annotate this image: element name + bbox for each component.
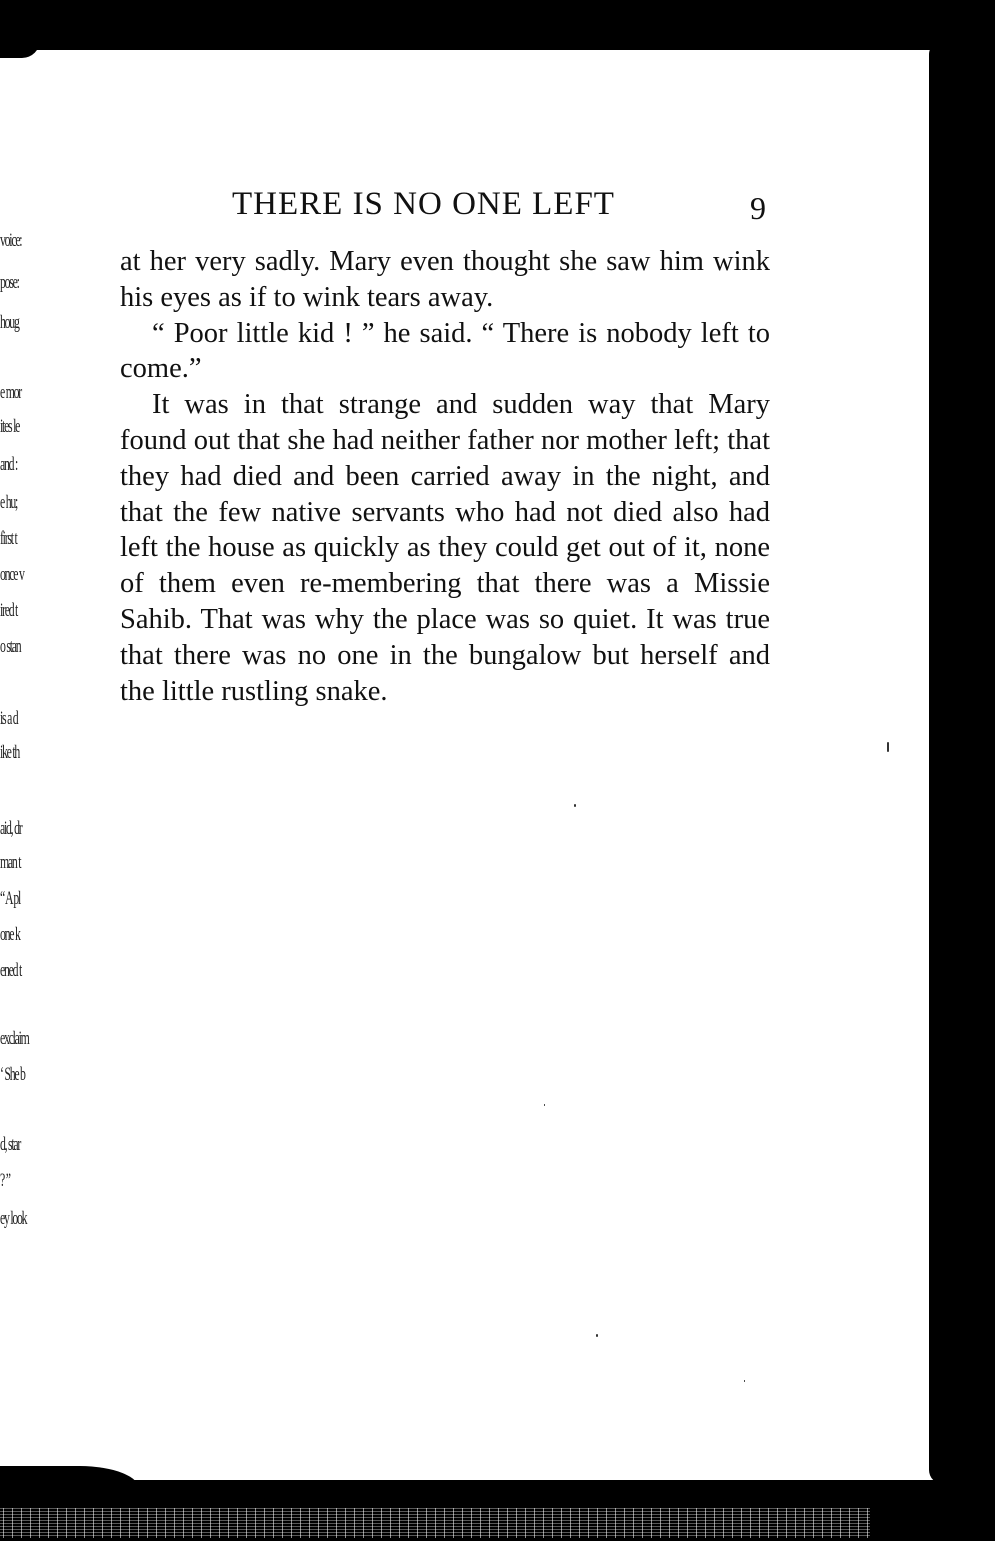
bleed-line: one k: [0, 924, 20, 945]
bleed-line: ? ”: [0, 1170, 10, 1191]
scan-speck: [744, 1380, 745, 1382]
bleed-line: ites le: [0, 416, 20, 437]
scan-speck: [596, 1334, 598, 1337]
bleed-line: pose:: [0, 272, 19, 293]
facing-page-bleed-through: [0, 226, 58, 1246]
scan-border-right: [939, 0, 995, 1541]
bleed-line: is a d: [0, 708, 18, 729]
bleed-line: aid, dr: [0, 818, 22, 839]
bleed-line: houg: [0, 312, 19, 333]
bleed-line: “ A pl: [0, 888, 21, 909]
bleed-line: e hu;: [0, 492, 18, 513]
bleed-line: ike th: [0, 742, 20, 763]
bleed-line: ened t: [0, 960, 22, 981]
running-head: THERE IS NO ONE LEFT: [232, 186, 615, 222]
bleed-line: once v: [0, 564, 24, 585]
bleed-line: ired t: [0, 600, 18, 621]
bleed-line: voice:: [0, 230, 22, 251]
bleed-line: and :: [0, 454, 18, 475]
paragraph: It was in that strange and sudden way that Mary found out that she had neither father nor mother left; that they had died and been carried away in the night, and that the few native servants who had not died also had left the house as quickly as they could get out of it, none of them even re-membering that there was a Missie Sahib. That was why the place was so quiet. It was true that there was no one in the bungalow but herself and the little rustling snake.: [120, 389, 770, 707]
bleed-line: exclaim: [0, 1028, 29, 1049]
bleed-line: ey look: [0, 1208, 27, 1229]
paragraph: “ Poor little kid ! ” he said. “ There is nobody left to come.”: [120, 317, 770, 385]
page-number: 9: [750, 190, 766, 226]
body-text: [120, 244, 770, 709]
scan-border-top: [0, 0, 995, 50]
bleed-line: o stan: [0, 636, 21, 657]
bleed-line: d, star: [0, 1134, 21, 1155]
scan-speck: [574, 804, 576, 807]
bleed-line: e mor: [0, 382, 21, 403]
scan-noise: [0, 1508, 870, 1538]
paragraph: at her very sadly. Mary even thought she saw him wink his eyes as if to wink tears away.: [120, 246, 770, 313]
bleed-line: ‘ She b: [0, 1064, 25, 1085]
scan-speck: [544, 1104, 545, 1106]
scan-border-notch: [0, 36, 40, 58]
page-edge-shadow: [929, 44, 945, 1484]
bleed-line: first t: [0, 528, 17, 549]
scan-speck: [887, 742, 889, 752]
bleed-line: man t: [0, 852, 21, 873]
